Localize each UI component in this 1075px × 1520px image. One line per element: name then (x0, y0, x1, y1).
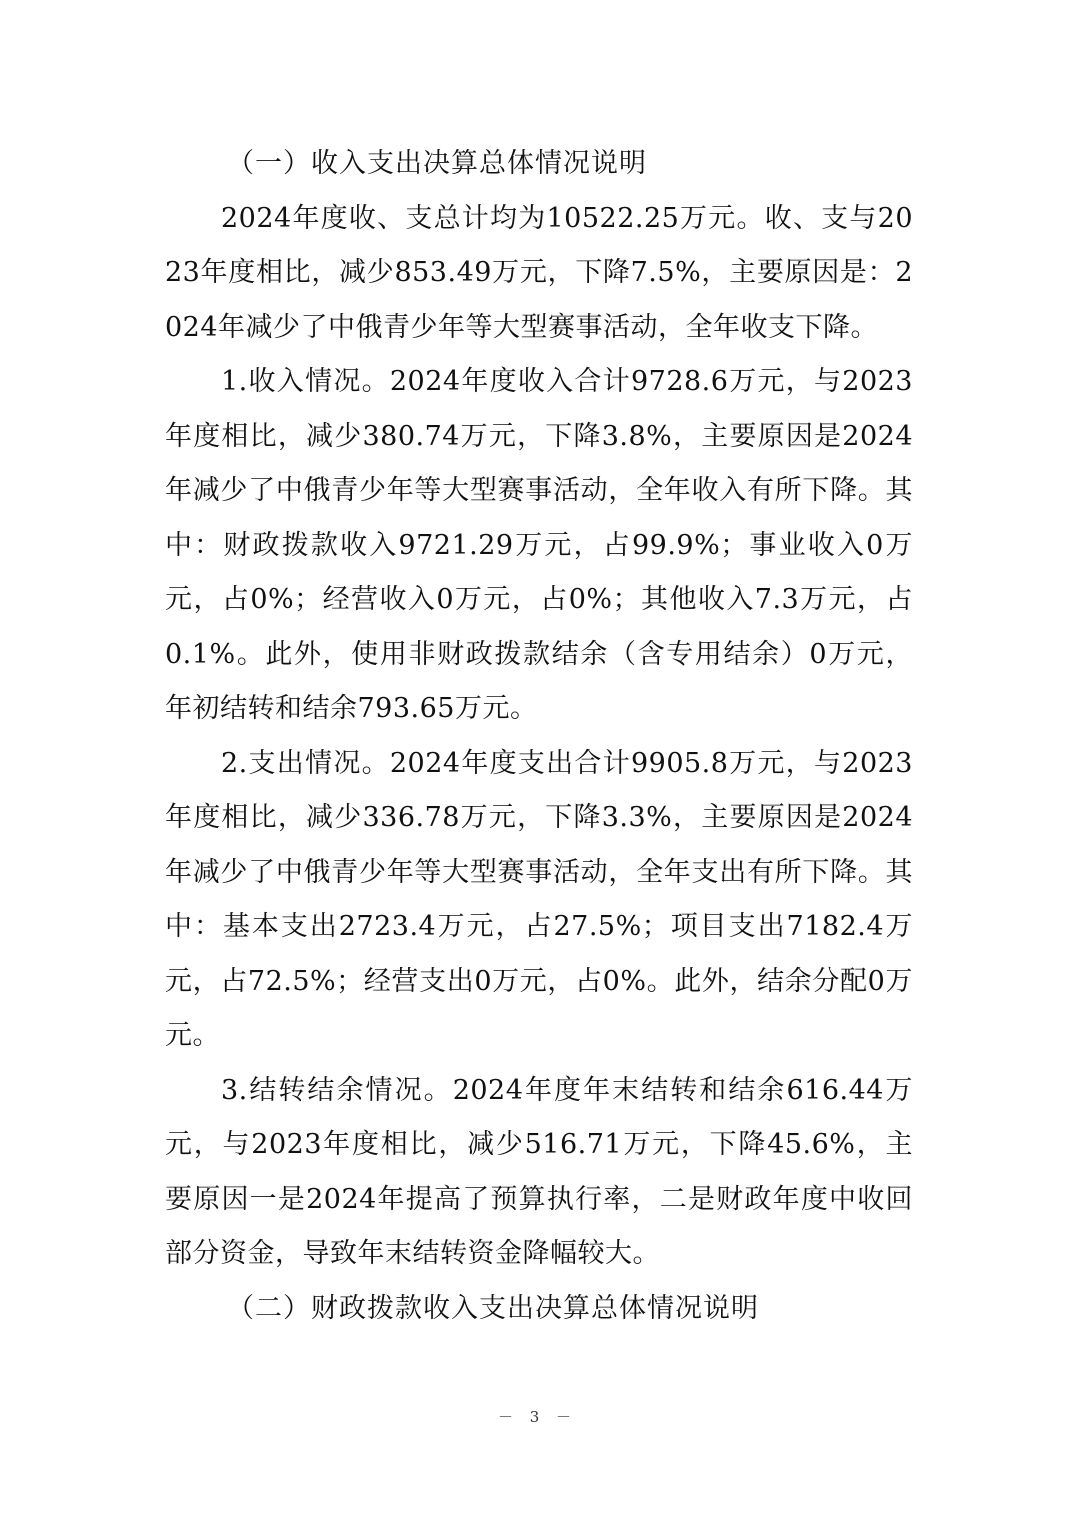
paragraph-expense-situation: 2.支出情况。2024年度支出合计9905.8万元，与2023年度相比，减少336.78万元，下降3.3%，主要原因是2024年减少了中俄青少年等大型赛事活动，全年支出有所下降。其中：基本支出2723.4万元，占27.5%；项目支出7182.4万元，占72.5%；经营支出0万元，占0%。此外，结余分配0万元。 (165, 747, 913, 1051)
page-number: － 3 － (497, 1408, 578, 1426)
document-body (165, 137, 913, 1336)
paragraph-income-situation: 1.收入情况。2024年度收入合计9728.6万元，与2023年度相比，减少380.74万元，下降3.8%，主要原因是2024年减少了中俄青少年等大型赛事活动，全年收入有所下降。其中：财政拨款收入9721.29万元，占99.9%；事业收入0万元，占0%；经营收入0万元，占0%；其他收入7.3万元，占0.1%。此外，使用非财政拨款结余（含专用结余）0万元，年初结转和结余793.65万元。 (165, 366, 913, 724)
section-heading-fiscal-appropriation-overview: （二）财政拨款收入支出决算总体情况说明 (227, 1292, 759, 1324)
paragraph-carryover-situation: 3.结转结余情况。2024年度年末结转和结余616.44万元，与2023年度相比，减少516.71万元，下降45.6%，主要原因一是2024年提高了预算执行率，二是财政年度中收回部分资金，导致年末结转资金降幅较大。 (165, 1074, 913, 1269)
section-heading-income-expense-overview: （一）收入支出决算总体情况说明 (227, 148, 647, 179)
paragraph-total-summary: 2024年度收、支总计均为10522.25万元。收、支与2023年度相比，减少853.49万元，下降7.5%，主要原因是：2024年减少了中俄青少年等大型赛事活动，全年收支下降。 (165, 202, 913, 343)
